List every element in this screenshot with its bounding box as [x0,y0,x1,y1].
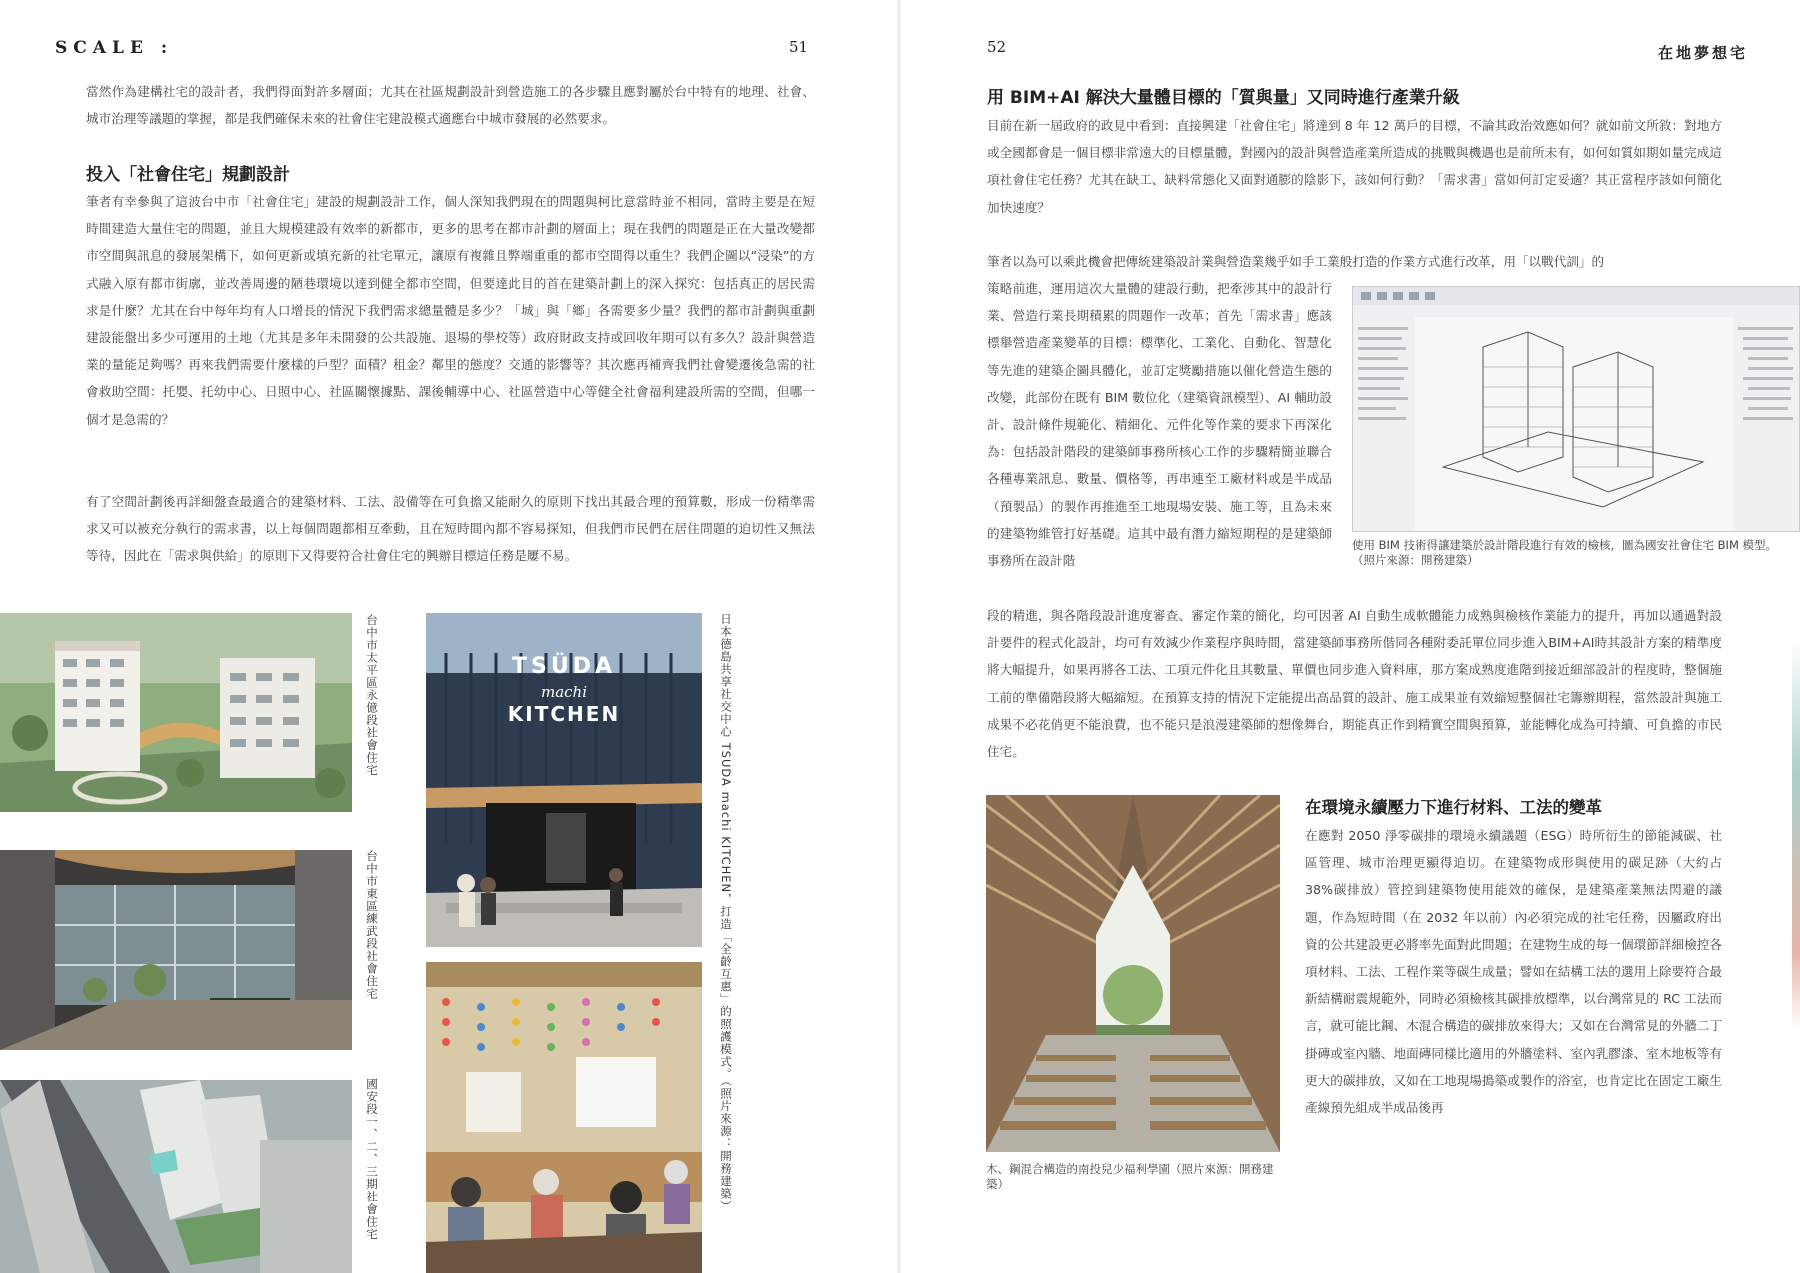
tsuda-sign-line2: machi [540,683,588,701]
heading-bim-ai: 用 BIM+AI 解決大量體目標的「質與量」又同時進行產業升級 [987,88,1460,108]
tsuda-sign-line3: KITCHEN [507,702,621,726]
caption-taiping: 台中市太平區永億段社會住宅 [365,614,379,777]
section-heading-social-housing: 投入「社會住宅」規劃設計 [86,165,290,185]
caption-guoan: 國安段一、二、三期社會住宅 [365,1078,379,1241]
taiping-housing-photo [0,613,352,812]
caption-bim-model: 使用 BIM 技術得讓建築於設計階段進行有效的檢核，圖為國安社會住宅 BIM 模型。（照片來源：開務建築） [1352,538,1778,567]
right-page [900,0,1800,1273]
page-number-right: 52 [987,38,1007,56]
wood-steel-chapel-photo [986,795,1280,1152]
east-district-housing-photo [0,850,352,1050]
heading-sustainability: 在環境永續壓力下進行材料、工法的變革 [1305,798,1602,817]
bim-model-screenshot [1352,286,1800,532]
sustainability-paragraph: 在應對 2050 淨零碳排的環境永續議題（ESG）時所衍生的節能減碳、社區管理、城市治理更顯得迫切。在建築物成形與使用的碳足跡（大約占 38%碳排放）管控到建築物使用能效的確保，是建築產業無法閃避的議題，作為短時間（在 2032 年以前）內必須完成的社宅任務，因屬政府出資的公共建設更必將率先面對此問題；在建物生成的每一個環節詳細檢控各項材料、工法、工程作業等碳生成量；譬如在結構工法的選用上除要符合最新結構耐震規範外，同時必須檢核其碳排放標準，以台灣常見的 RC 工法而言，就可能比鋼、木混合構造的碳排放來得大；又如在台灣常見的外牆二丁掛磚或室內牆、地面磚同樣比適用的外牆塗料、室內乳膠漆、室木地板等有更大的碳排放，又如在工地現場搗築或製作的浴室，也肯定比在固定工廠生產線預先組成半成品後再 [1305,828,1722,1116]
tsuda-kitchen-interior-photo [426,962,702,1273]
caption-tsuda-kitchen: 日本德島共享社交中心 TSUDA machi KITCHEN，打造「全齡互惠」的照護模式。（照片來源：開務建築） [719,613,733,1213]
body-paragraph-2: 有了空間計劃後再詳細盤查最適合的建築材料、工法、設備等在可負擔又能耐久的原則下找出其最合理的預算數，形成一份精準需求又可以被充分執行的需求書，以上每個問題都相互牽動，且在短時間內都不容易探知，但我們市民們在居住問題的迫切性又無法等待，因此在「需求與供給」的原則下又得要符合社會住宅的興辦目標這任務是屢不易。 [86,494,815,564]
bim-paragraph-1: 目前在新一屆政府的政見中看到：直接興建「社會住宅」將達到 8 年 12 萬戶的目標，不論其政治效應如何？就如前文所敘：對地方或全國都會是一個目標非常遠大的目標量體，對國內的設計與營造產業所造成的挑戰與機遇也是前所未有，如何如質如期如量完成這項社會住宅任務？尤其在缺工、缺料常態化又面對通膨的陰影下，該如何行動？「需求書」當如何訂定妥適？其正當程序該如何簡化加快速度？ [987,118,1722,215]
caption-chapel: 木、鋼混合構造的南投兒少福利學園（照片來源：開務建築） [986,1162,1274,1191]
bim-paragraph-2-wrap: 策略前進，運用這次大量體的建設行動，把牽涉其中的設計行業、營造行業長期積累的問題作一改革；首先「需求書」應該標舉營造產業變革的目標：標準化、工業化、自動化、智慧化等先進的建築企圖具體化，並訂定獎勵措施以催化營造生態的改變，此部份在既有 BIM 數位化（建築資訊模型）、AI 輔助設計、設計條件規範化、精細化、元件化等作業的要求下再深化為：包括設計階段的建築師事務所核心工作的步驟精簡並聯合各種專業訊息、數量、價格等，再串連至工廠材料或是半成品（預製品）的製作再推進至工地現場安裝、施工等，且為未來的建築物維管打好基礎。這其中最有潛力縮短期程的是建築師事務所在設計階 [987,281,1332,569]
guoan-housing-aerial-photo [0,1080,352,1273]
decorative-side-strip [1792,640,1800,1030]
tsuda-kitchen-exterior-photo [426,613,702,947]
section-tagline: 在地夢想宅 [1658,44,1749,62]
bim-paragraph-2-lead: 筆者以為可以乘此機會把傳統建築設計業與營造業幾乎如手工業般打造的作業方式進行改革，用「以戰代訓」的 [987,254,1605,269]
tsuda-sign-line1: TSÜDA [511,654,617,679]
body-paragraph-1: 筆者有幸參與了這波台中市「社會住宅」建設的規劃設計工作，個人深知我們現在的問題與柯比意當時並不相同，當時主要是在短時間建造大量住宅的問題，並且大規模建設有效率的新都市，更多的思考在都市計劃的層面上；現在我們的問題是正在大量改變都市空間與訊息的發展架構下，如何更新或填充新的社宅單元，讓原有複雜且弊端重重的都市空間得以重生？我們企圖以“浸染”的方式融入原有都市街廓，並改善周邊的陋巷環境以達到健全都市空間，但要達此目的首在建築計劃上的深入探究：包括真正的居民需求是什麼？尤其在台中每年均有人口增長的情況下我們需求總量體是多少？「城」與「鄉」各需要多少量？我們的都市計劃與重劃建設能盤出多少可運用的土地（尤其是多年未開發的公共設施、退場的學校等）政府財政支持或回收年期可以有多久？設計與營造業的量能足夠嗎？再來我們需要什麼樣的戶型？面積？租金？鄰里的態度？交通的影響等？其次應再補齊我們社會變遷後急需的社會救助空間：托嬰、托幼中心、日照中心、社區關懷據點、課後輔導中心、社區營造中心等健全社會福利建設所需的空間，但哪一個才是急需的？ [86,194,815,427]
page-number-left: 51 [789,38,809,56]
caption-east-district: 台中市東區練武段社會住宅 [365,850,379,1000]
intro-paragraph: 當然作為建構社宅的設計者，我們得面對許多層面；尤其在社區規劃設計到營造施工的各步驟且應對屬於台中特有的地理、社會、城市治理等議題的掌握，都是我們確保未來的社會住宅建設模式適應台中城市發展的必然要求。 [86,84,815,127]
magazine-brand: SCALE : [55,38,174,58]
bim-paragraph-2-rest: 段的精進，與各階段設計進度審查、審定作業的簡化，均可因著 AI 自動生成軟體能力成熟與檢核作業能力的提升，再加以通過對設計要件的程式化設計，均可有效減少作業程序與時間，當建築師事務所偕同各種附委託單位同步進入BIM+AI時其設計方案的精準度將大幅提升，如果再將各工法、工項元件化且其數量、單價也同步進入資料庫，那方案成熟度進階到接近細部設計的程度時，整個施工前的準備階段將大幅縮短。在預算支持的情況下定能提出高品質的設計、施工成果並有效縮短整個社宅籌辦期程，當然設計與施工成果不必花俏更不能浪費，也不能只是浪漫建築師的想像舞台，期能真正作到精實空間與預算，並能轉化成為可持續、可負擔的市民住宅。 [987,608,1722,760]
